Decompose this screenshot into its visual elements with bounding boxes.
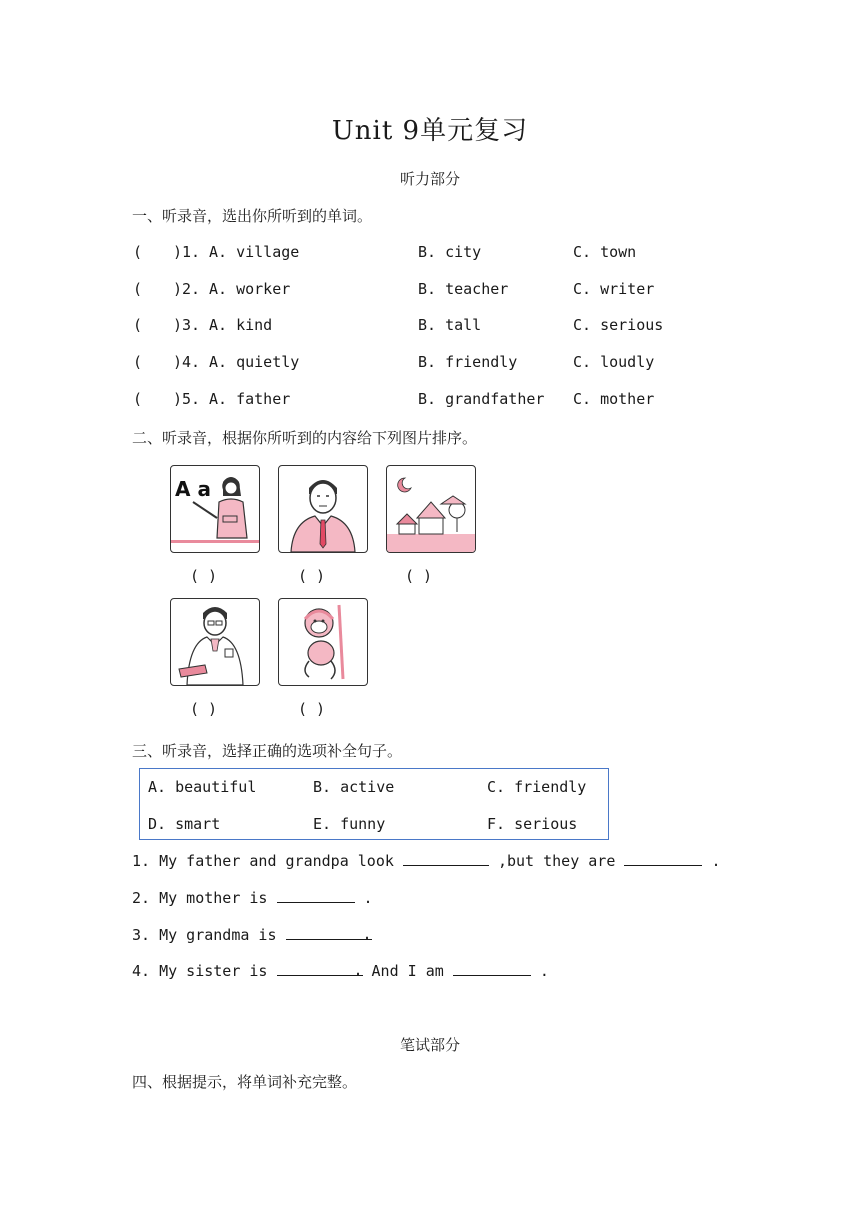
option-f: F. serious <box>487 815 578 833</box>
sentence-1 <box>132 851 720 870</box>
item4-number: )4. <box>173 353 201 371</box>
item2-open: ( <box>133 280 143 298</box>
item1-open: ( <box>133 243 143 261</box>
pic3-answer: ( ) <box>405 567 433 585</box>
sentence-4-start: 4. My sister is <box>132 962 268 980</box>
section4-heading: 四、根据提示，将单词补充完整。 <box>132 1073 358 1091</box>
item1-option-a: A. village <box>209 243 300 261</box>
item4-option-c: C. loudly <box>573 353 655 371</box>
option-e: E. funny <box>313 815 386 833</box>
sentence-3-blank[interactable]: . <box>286 925 372 940</box>
sentence-3-start: 3. My grandma is <box>132 926 277 944</box>
item3-number: )3. <box>173 316 201 334</box>
item5-option-b: B. grandfather <box>418 390 545 408</box>
village-picture <box>386 465 476 553</box>
item5-option-c: C. mother <box>573 390 655 408</box>
option-d: D. smart <box>148 815 221 833</box>
sentence-1-end: . <box>711 852 721 870</box>
sentence-1-middle: ,but they are <box>497 852 616 870</box>
teacher-picture <box>170 465 260 553</box>
item4-open: ( <box>133 353 143 371</box>
section3-heading: 三、听录音，选择正确的选项补全句子。 <box>132 742 403 760</box>
item2-option-c: C. writer <box>573 280 655 298</box>
item3-option-a: A. kind <box>209 316 273 334</box>
option-b: B. active <box>313 778 395 796</box>
item3-option-b: B. tall <box>418 316 482 334</box>
pic4-answer: ( ) <box>190 700 218 718</box>
pic1-answer: ( ) <box>190 567 218 585</box>
item2-option-a: A. worker <box>209 280 291 298</box>
sentence-1-blank-2[interactable] <box>624 851 702 866</box>
sentence-1-blank-1[interactable] <box>403 851 489 866</box>
page-title: Unit 9单元复习 <box>331 116 529 146</box>
item5-number: )5. <box>173 390 201 408</box>
man-picture <box>278 465 368 553</box>
item3-option-c: C. serious <box>573 316 664 334</box>
item1-option-b: B. city <box>418 243 482 261</box>
sentence-3 <box>132 925 372 944</box>
sentence-4-middle: And I am <box>371 962 444 980</box>
sentence-4-blank-1[interactable]: . <box>277 961 363 976</box>
pic1-letters: A a <box>175 477 211 501</box>
item4-option-b: B. friendly <box>418 353 518 371</box>
monkey-picture <box>278 598 368 686</box>
option-a: A. beautiful <box>148 778 257 796</box>
item3-open: ( <box>133 316 143 334</box>
doctor-picture <box>170 598 260 686</box>
item5-option-a: A. father <box>209 390 291 408</box>
pic5-answer: ( ) <box>298 700 326 718</box>
sentence-2 <box>132 888 373 907</box>
sentence-2-start: 2. My mother is <box>132 889 268 907</box>
section1-heading: 一、听录音，选出你所听到的单词。 <box>132 207 373 225</box>
sentence-1-start: 1. My father and grandpa look <box>132 852 394 870</box>
section2-heading: 二、听录音，根据你所听到的内容给下列图片排序。 <box>132 429 478 447</box>
sentence-4 <box>132 961 549 980</box>
sentence-4-end: . <box>539 962 549 980</box>
listening-heading: 听力部分 <box>399 170 460 188</box>
sentence-2-blank[interactable] <box>277 888 355 903</box>
item1-number: )1. <box>173 243 201 261</box>
option-c: C. friendly <box>487 778 587 796</box>
sentence-2-end: . <box>363 889 373 907</box>
item2-number: )2. <box>173 280 201 298</box>
item2-option-b: B. teacher <box>418 280 509 298</box>
item1-option-c: C. town <box>573 243 637 261</box>
pic2-answer: ( ) <box>298 567 326 585</box>
writing-heading: 笔试部分 <box>399 1036 460 1054</box>
item5-open: ( <box>133 390 143 408</box>
item4-option-a: A. quietly <box>209 353 300 371</box>
sentence-4-blank-2[interactable] <box>453 961 531 976</box>
